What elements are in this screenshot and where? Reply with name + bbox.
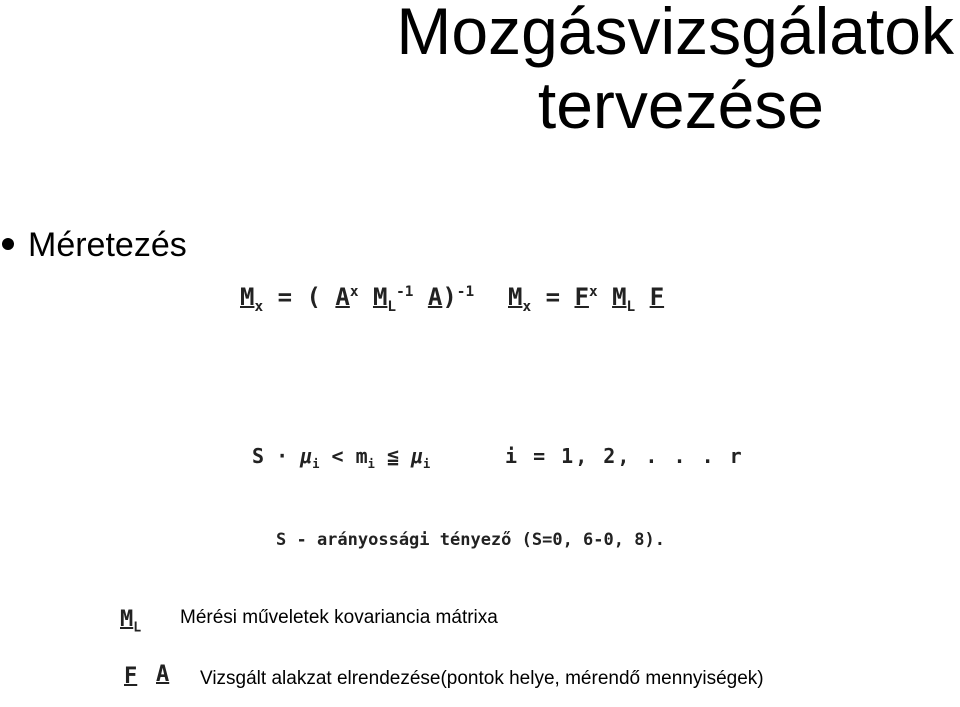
sub-x: x — [254, 298, 264, 315]
sup-minus-one: -1 — [396, 284, 414, 300]
title-line-1: Mozgásvizsgálatok — [396, 0, 954, 68]
less-equal: ≦ — [386, 444, 399, 468]
matrix-f-2: F — [649, 283, 665, 311]
matrix-mx: M — [508, 283, 523, 311]
sub-x: x — [522, 298, 532, 315]
equals-paren: = ( — [277, 283, 321, 311]
matrix-f: F — [574, 283, 589, 311]
equation-inequality — [252, 444, 430, 471]
symbol-a-letter: A — [156, 662, 170, 687]
s-dot: S · — [252, 444, 289, 468]
less-than-m: < m — [331, 444, 368, 468]
matrix-ml: M — [372, 283, 388, 311]
mu-symbol: μ — [300, 444, 313, 468]
bullet-item — [0, 222, 187, 268]
matrix-a-2: A — [427, 283, 443, 311]
equals: = — [545, 283, 561, 311]
sup-x: x — [588, 284, 598, 300]
symbol-f-letter: F — [124, 664, 138, 689]
symbol-f — [124, 664, 137, 689]
sub-i: i — [423, 457, 431, 471]
sub-i: i — [312, 457, 320, 471]
sup-x: x — [349, 284, 359, 300]
equation-mx-inverse — [240, 283, 474, 315]
matrix-mx: M — [240, 283, 255, 311]
matrix-a: A — [335, 283, 350, 311]
equation-mx-f — [508, 283, 664, 315]
page-title — [254, 0, 954, 142]
title-line-2: tervezése — [537, 68, 824, 142]
equation-index-range: i = 1, 2, . . . r — [505, 444, 744, 468]
equation-s-definition: S - arányossági tényező (S=0, 6-0, 8). — [276, 530, 665, 550]
matrix-ml: M — [612, 283, 627, 311]
sub-l: L — [626, 298, 636, 315]
symbol-ml-sub: L — [133, 620, 142, 636]
definition-ml: Mérési műveletek kovariancia mátrixa — [180, 607, 498, 628]
close-paren: ) — [442, 283, 457, 311]
symbol-a — [156, 662, 169, 687]
definition-fa: Vizsgált alakzat elrendezése(pontok helye, mérendő mennyiségek) — [200, 668, 764, 689]
sub-l: L — [387, 298, 397, 315]
symbol-ml-m: M — [120, 607, 134, 632]
sup-minus-one-outer: -1 — [456, 284, 475, 300]
symbol-ml — [120, 607, 141, 635]
mu-symbol-2: μ — [411, 444, 424, 468]
bullet-dot-icon — [2, 238, 14, 250]
sub-i: i — [367, 457, 375, 471]
bullet-text: Méretezés — [28, 226, 187, 264]
